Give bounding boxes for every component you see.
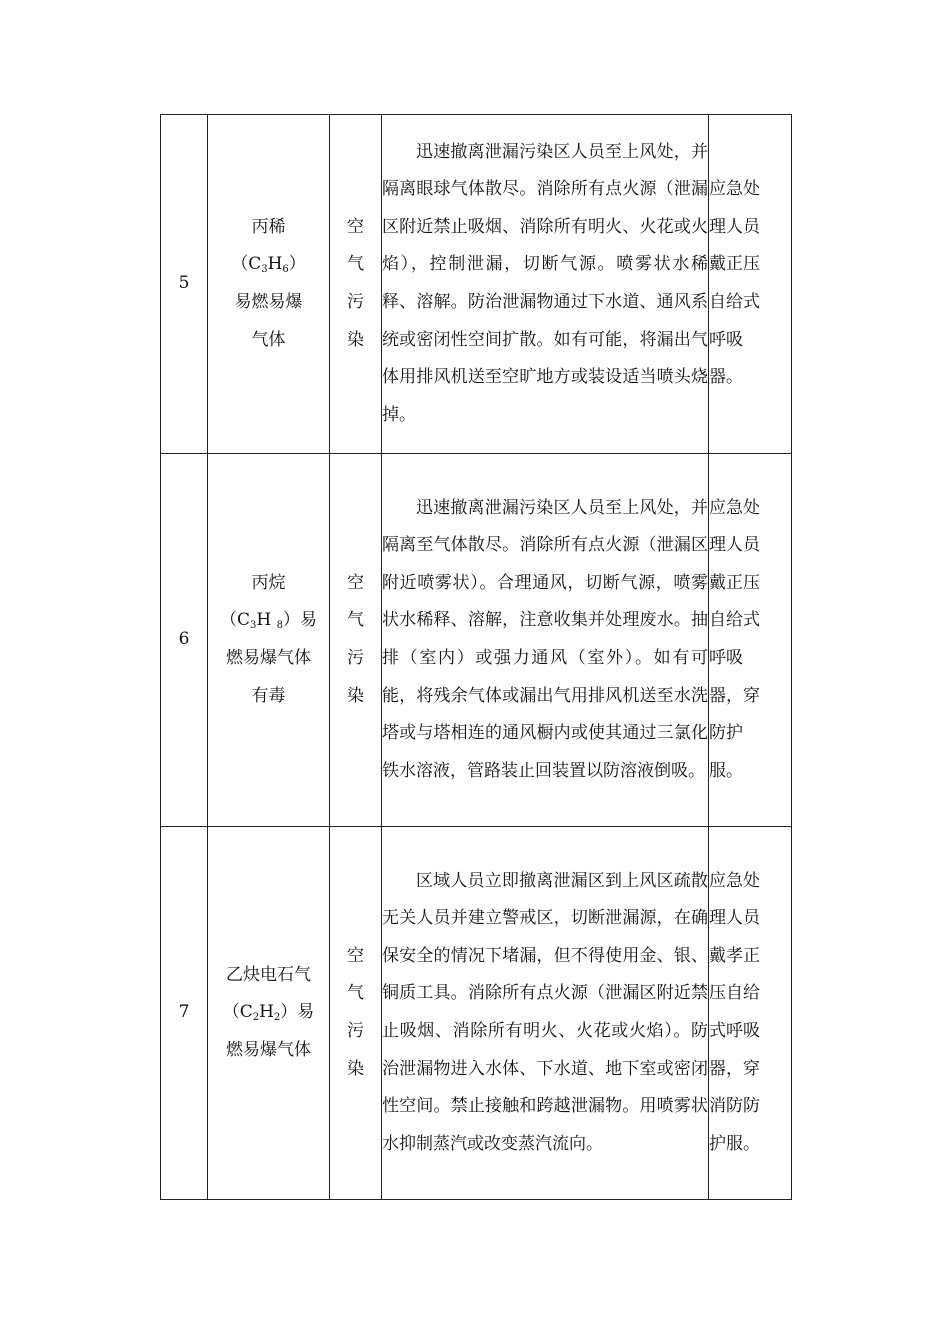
table-row <box>161 827 792 1200</box>
protective-equipment-line: 理人员 <box>709 908 760 929</box>
protective-equipment-cell <box>709 454 792 827</box>
table-row <box>161 115 792 454</box>
pollution-type-char: 气 <box>347 254 364 275</box>
row-number: 5 <box>161 115 208 454</box>
protective-equipment-line: 防护 <box>709 723 743 744</box>
row-number: 6 <box>161 454 208 827</box>
pollution-type-char: 空 <box>347 572 364 593</box>
pollution-type-cell <box>330 115 382 454</box>
protective-equipment-line: 理人员 <box>709 535 760 556</box>
substance-name-line: （$C_3H$ $_8$）易 <box>220 610 317 632</box>
substance-name-line: 燃易爆气体 <box>226 648 311 668</box>
table-row <box>161 454 792 827</box>
protective-equipment-line: 护服。 <box>709 1133 760 1154</box>
protective-equipment-line: 器，穿 <box>709 1058 760 1079</box>
pollution-type-char: 染 <box>347 1058 364 1079</box>
response-measures-text: 区域人员立即撤离泄漏区到上风区疏散无关人员并建立警戒区，切断泄漏源，在确保安全的情况下堵漏，但不得使用金、银、铜质工具。消除所有点火源（泄漏区附近禁止吸烟、消除所有明火、火花或火焰）。防治泄漏物进入水体、下水道、地下室或密闭性空间。禁止接触和跨越泄漏物。用喷雾状水抑制蒸汽或改变蒸汽流向。 <box>382 870 708 1154</box>
row-number: 7 <box>161 827 208 1200</box>
response-measures-text: 迅速撤离泄漏污染区人员至上风处，并隔离至气体散尽。消除所有点火源（泄漏区附近喷雾状）。合理通风，切断气源，喷雾状水稀释、溶解，注意收集并处理废水。抽排（室内）或强力通风（室外）。如有可能，将残余气体或漏出气用排风机送至水洗塔或与塔相连的通风橱内或使其通过三氯化铁水溶液，管路装止回装置以防溶液倒吸。 <box>382 497 708 781</box>
protective-equipment-line: 自给式 <box>709 292 760 312</box>
response-measures-text: 迅速撤离泄漏污染区人员至上风处，并隔离眼球气体散尽。消除所有点火源（泄漏区附近禁止吸烟、消除所有明火、火花或火焰），控制泄漏，切断气源。喷雾状水稀释、溶解。防治泄漏物通过下水道、通风系统或密闭性空间扩散。如有可能，将漏出气体用排风机送至空旷地方或装设适当喷头烧掉。 <box>382 141 708 425</box>
protective-equipment-line: 应急处 <box>709 870 760 891</box>
protective-equipment-line: 压自给 <box>709 983 760 1004</box>
pollution-type-char: 染 <box>347 329 364 350</box>
response-measures-cell <box>382 115 709 454</box>
pollution-type-char: 气 <box>347 610 364 631</box>
protective-equipment-line: 应急处 <box>709 497 760 518</box>
response-measures-cell <box>382 454 709 827</box>
protective-equipment-cell <box>709 827 792 1200</box>
pollution-type-char: 气 <box>347 983 364 1004</box>
substance-name-line: 丙烷 <box>251 572 286 593</box>
pollution-type-char: 污 <box>347 292 364 312</box>
substance-name-line: $(C_3H_6)$ <box>231 254 306 276</box>
substance-name-line: 有毒 <box>251 685 286 706</box>
protective-equipment-line: 呼吸 <box>709 648 743 668</box>
protective-equipment-line: 式呼吸 <box>709 1021 760 1041</box>
protective-equipment-line: 戴正压 <box>709 254 760 275</box>
response-measures-cell <box>382 827 709 1200</box>
table-body <box>161 115 792 1200</box>
protective-equipment-line: 自给式 <box>709 610 760 631</box>
substance-name-line: $(C_2H_2)$易 <box>222 1002 315 1024</box>
protective-equipment-line: 器。 <box>709 367 743 388</box>
protective-equipment-line: 器，穿 <box>709 685 760 706</box>
pollution-type-char: 污 <box>347 648 364 668</box>
pollution-type-cell <box>330 827 382 1200</box>
substance-name-cell <box>208 454 330 827</box>
pollution-type-char: 污 <box>347 1021 364 1041</box>
pollution-type-char: 空 <box>347 945 364 966</box>
protective-equipment-line: 呼吸 <box>709 329 743 350</box>
substance-name-line: 丙稀 <box>251 216 286 237</box>
emergency-measures-table <box>160 114 792 1200</box>
protective-equipment-cell <box>709 115 792 454</box>
substance-name-cell <box>208 115 330 454</box>
protective-equipment-line: 戴正压 <box>709 572 760 593</box>
substance-name-line: 气体 <box>251 329 286 350</box>
substance-name-line: 燃易爆气体 <box>226 1039 311 1060</box>
protective-equipment-line: 戴孝正 <box>709 945 760 966</box>
protective-equipment-line: 消防防 <box>709 1096 760 1117</box>
protective-equipment-line: 理人员 <box>709 216 760 237</box>
protective-equipment-line: 应急处 <box>709 179 760 200</box>
protective-equipment-line: 服。 <box>709 760 743 781</box>
substance-name-line: 易燃易爆 <box>234 292 303 312</box>
pollution-type-cell <box>330 454 382 827</box>
substance-name-line: 乙炔电石气 <box>226 964 311 985</box>
pollution-type-char: 染 <box>347 685 364 706</box>
pollution-type-char: 空 <box>347 216 364 237</box>
substance-name-cell <box>208 827 330 1200</box>
